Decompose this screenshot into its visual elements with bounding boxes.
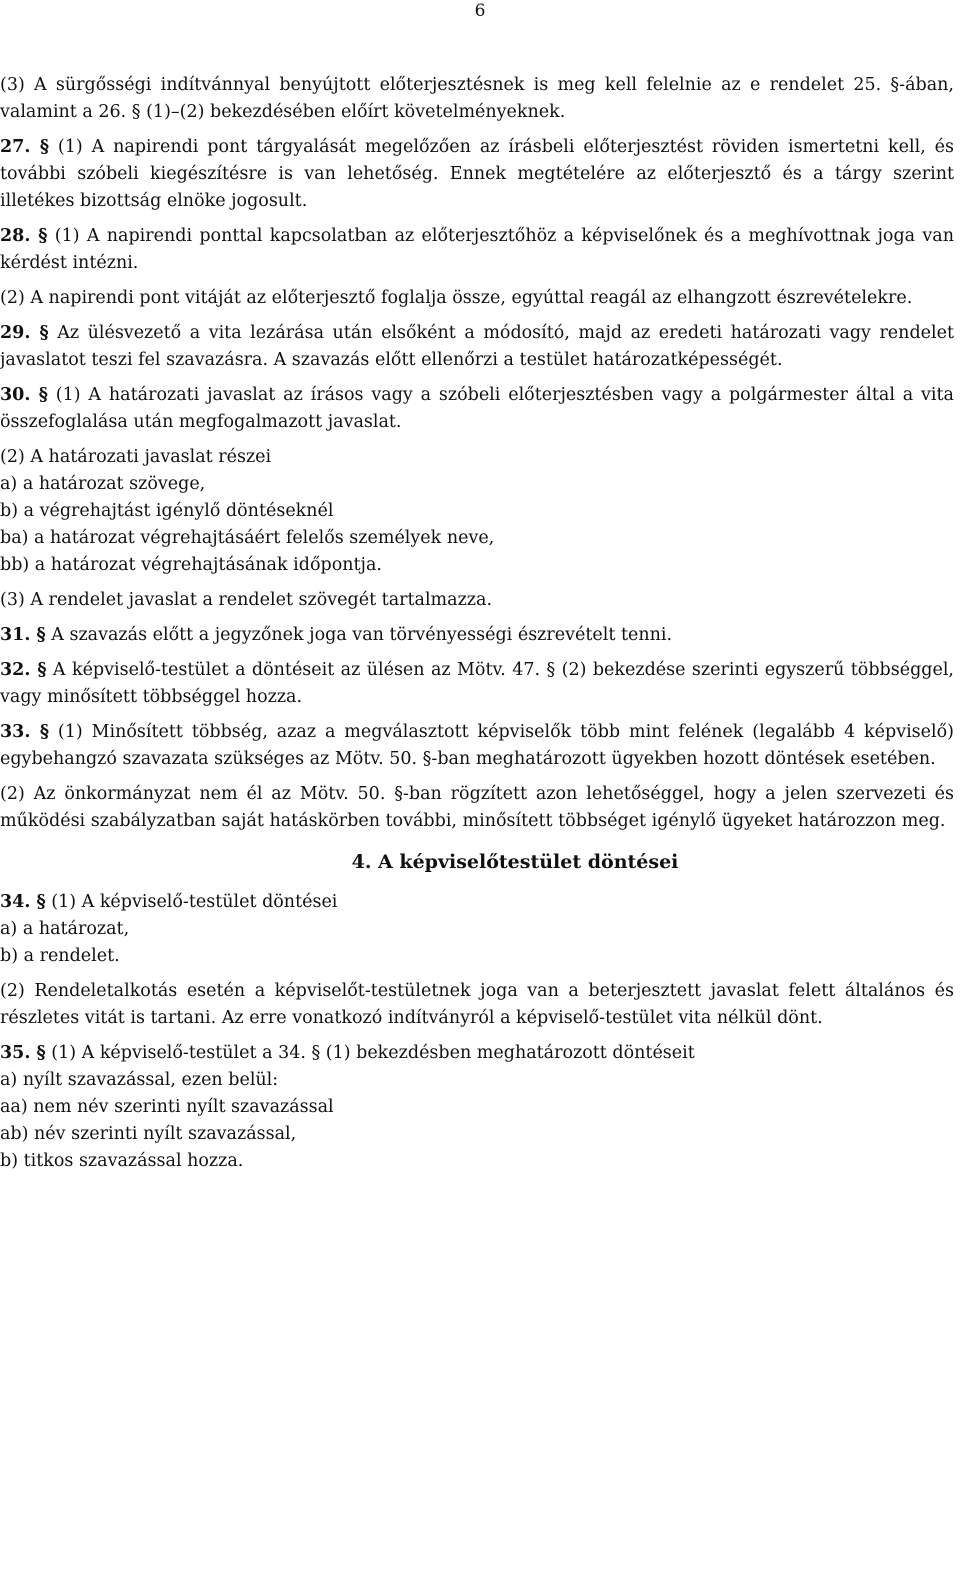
- page-number: 6: [474, 1, 486, 21]
- section-32: [0, 657, 954, 711]
- section-31: [0, 622, 954, 649]
- section-number: 30. §: [0, 385, 48, 405]
- section-28: [0, 223, 954, 277]
- section-number: 29. §: [0, 323, 49, 343]
- section-text: Az ülésvezető a vita lezárása után elsőként a módosító, majd az eredeti határozati vagy rendelet javaslatot teszi fel szavazásra. A szavazás előtt ellenőrzi a testület határozatképességét.: [0, 323, 954, 370]
- section-text: (1) A képviselő-testület a 34. § (1) bekezdésben meghatározott döntéseit: [45, 1043, 695, 1063]
- list-item: b) titkos szavazással hozza.: [0, 1151, 244, 1171]
- section-text: (1) Minősített többség, azaz a megválasztott képviselők több mint felének (legalább 4 képviselő) egybehangzó szavazata szükséges az Mötv. 50. §-ban meghatározott ügyekben hozott döntések esetében.: [0, 722, 954, 769]
- section-34-2: (2) Rendeletalkotás esetén a képviselőt-testületnek joga van a beterjesztett javaslat felett általános és részletes vitát is tartani. Az erre vonatkozó indítványról a képviselő-testület vita nélkül dönt.: [0, 981, 954, 1028]
- chapter-heading: 4. A képviselőtestület döntései: [351, 851, 679, 873]
- list-item: bb) a határozat végrehajtásának időpontja.: [0, 555, 382, 575]
- section-text: (1) A napirendi pont tárgyalását megelőzően az írásbeli előterjesztést röviden ismertetni kell, és további szóbeli kiegészítésre is van lehetőség. Ennek megtételére az előterjesztő és a tárgy szerint illetékes bizottság elnöke jogosult.: [0, 137, 954, 211]
- section-33: [0, 719, 954, 773]
- document-body: [0, 72, 954, 1175]
- section-number: 28. §: [0, 226, 48, 246]
- paragraph-25-3: (3) A sürgősségi indítvánnyal benyújtott előterjesztésnek is meg kell felelnie az e rendelet 25. §-ában, valamint a 26. § (1)–(2) bekezdésében előírt követelményeknek.: [0, 75, 954, 122]
- list-item: [0, 1040, 954, 1067]
- section-text: (1) A képviselő-testület döntései: [45, 892, 338, 912]
- section-text: (1) A napirendi ponttal kapcsolatban az előterjesztőhöz a képviselőnek és a meghívottnak joga van kérdést intézni.: [0, 226, 954, 273]
- list-item: [0, 889, 954, 916]
- list-item: a) nyílt szavazással, ezen belül:: [0, 1070, 279, 1090]
- list-item: ab) név szerinti nyílt szavazással,: [0, 1124, 297, 1144]
- section-30-3: (3) A rendelet javaslat a rendelet szövegét tartalmazza.: [0, 590, 493, 610]
- section-29: [0, 320, 954, 374]
- list-item: a) a határozat szövege,: [0, 474, 206, 494]
- section-number: 32. §: [0, 660, 47, 680]
- section-number: 34. §: [0, 892, 46, 912]
- list-item: a) a határozat,: [0, 919, 130, 939]
- section-number: 31. §: [0, 625, 46, 645]
- section-34: [0, 889, 954, 970]
- list-item: (2) A határozati javaslat részei: [0, 447, 272, 467]
- list-item: b) a rendelet.: [0, 946, 120, 966]
- section-35: [0, 1040, 954, 1175]
- section-text: (1) A határozati javaslat az írásos vagy a szóbeli előterjesztésben vagy a polgármester által a vita összefoglalása után megfogalmazott javaslat.: [0, 385, 954, 432]
- section-number: 27. §: [0, 137, 50, 157]
- section-number: 33. §: [0, 722, 50, 742]
- list-item: b) a végrehajtást igénylő döntéseknél: [0, 501, 334, 521]
- section-30-2-list: [0, 444, 954, 579]
- section-number: 35. §: [0, 1043, 46, 1063]
- section-text: A képviselő-testület a döntéseit az ülésen az Mötv. 47. § (2) bekezdése szerinti egyszerű többséggel, vagy minősített többséggel hozza.: [0, 660, 954, 707]
- section-30: [0, 382, 954, 436]
- list-item: aa) nem név szerinti nyílt szavazással: [0, 1097, 334, 1117]
- list-item: ba) a határozat végrehajtásáért felelős személyek neve,: [0, 528, 495, 548]
- section-27: [0, 134, 954, 215]
- section-33-2: (2) Az önkormányzat nem él az Mötv. 50. §-ban rögzített azon lehetőséggel, hogy a jelen szervezeti és működési szabályzatban saját hatáskörben további, minősített többséget igénylő ügyeket határozzon meg.: [0, 784, 954, 831]
- section-text: A szavazás előtt a jegyzőnek joga van törvényességi észrevételt tenni.: [45, 625, 673, 645]
- section-28-2: (2) A napirendi pont vitáját az előterjesztő foglalja össze, egyúttal reagál az elhangzott észrevételekre.: [0, 288, 913, 308]
